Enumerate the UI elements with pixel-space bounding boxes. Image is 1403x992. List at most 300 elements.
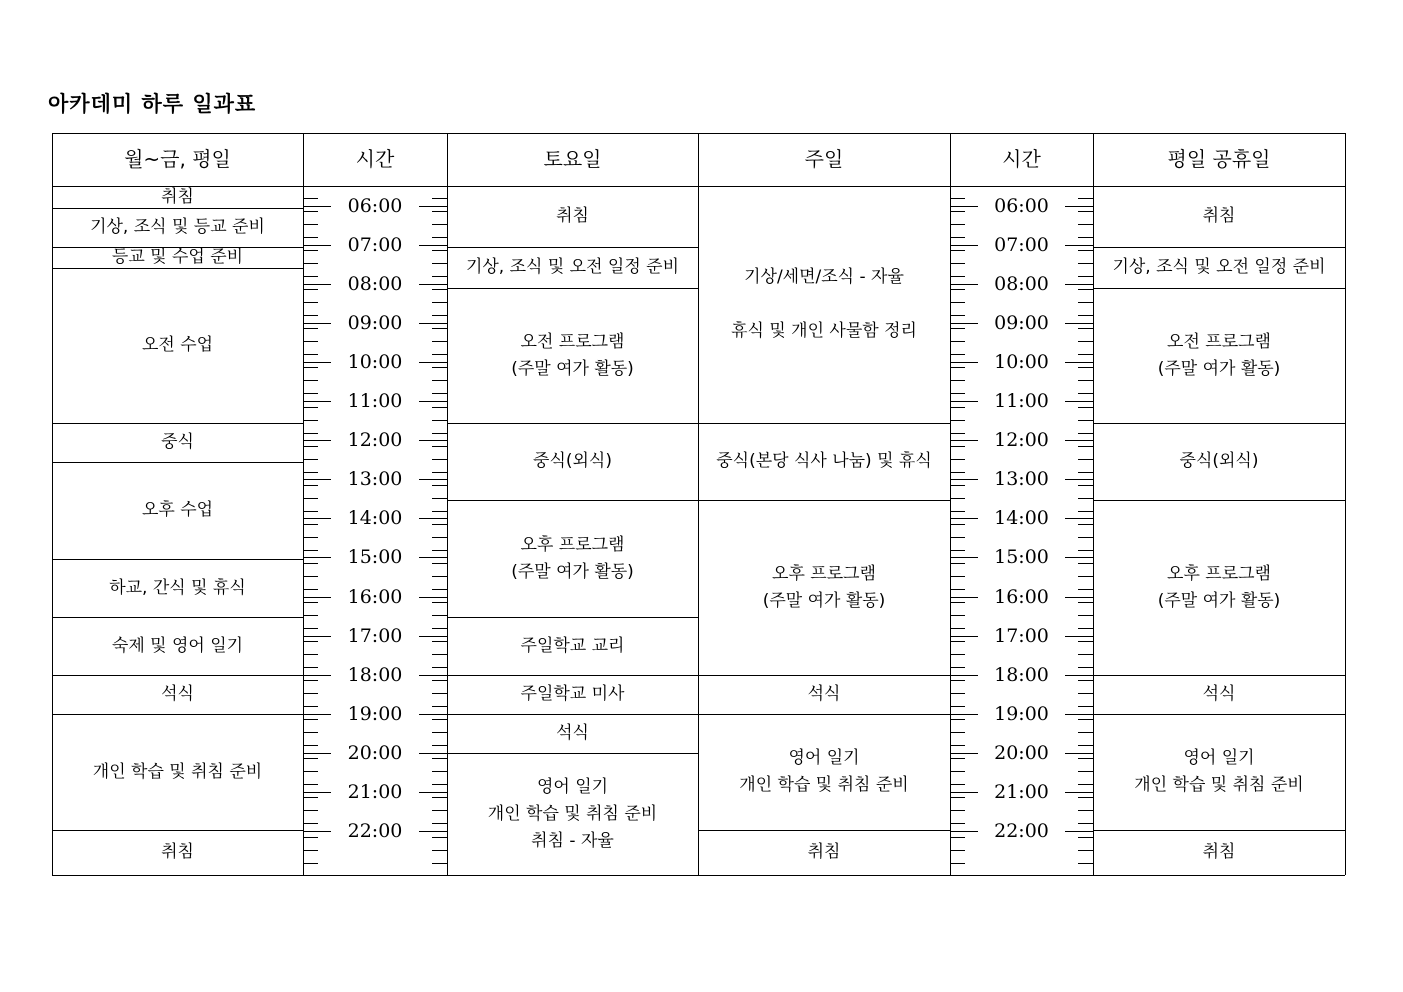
time2-hour-dash <box>950 362 978 363</box>
sunday-activity <box>698 500 950 675</box>
time2-tick-mark <box>1078 850 1093 851</box>
time2-tick-mark <box>1078 250 1093 251</box>
time1-tick-mark <box>432 589 447 590</box>
sunday-activity <box>698 423 950 500</box>
activity-line <box>821 291 826 318</box>
time2-hour-label: 16:00 <box>990 586 1053 608</box>
time1-hour-label: 12:00 <box>344 429 407 451</box>
time1-hour-dash <box>419 753 447 754</box>
time1-tick-mark <box>432 837 447 838</box>
time2-tick-mark <box>950 628 965 629</box>
header-weekday: 월~금, 평일 <box>124 147 231 171</box>
time2-tick-mark <box>1078 237 1093 238</box>
activity-line: 휴식 및 개인 사물함 정리 <box>731 321 917 341</box>
time2-hour-dash <box>1065 362 1093 363</box>
time2-tick-mark <box>1078 224 1093 225</box>
activity-text: 중식(본당 식사 나눔) 및 휴식 <box>716 451 932 471</box>
time2-tick-mark <box>950 615 965 616</box>
time1-tick-mark <box>303 289 318 290</box>
time1-tick-mark <box>303 485 318 486</box>
weekday-activity <box>52 714 303 830</box>
time1-hour-dash <box>419 362 447 363</box>
activity-text: 등교 및 수업 준비 <box>111 247 244 267</box>
time2-hour-dash <box>950 675 978 676</box>
time1-tick-mark <box>432 198 447 199</box>
time1-tick-mark <box>432 328 447 329</box>
time2-tick-mark <box>1078 315 1093 316</box>
time2-hour-dash <box>1065 440 1093 441</box>
time2-hour-label: 10:00 <box>990 351 1053 373</box>
time2-hour-label: 07:00 <box>990 234 1053 256</box>
time1-hour-label: 19:00 <box>344 703 407 725</box>
saturday-activity <box>447 186 698 247</box>
time1-tick-mark <box>432 537 447 538</box>
time2-tick-mark <box>950 576 965 577</box>
time1-tick-mark <box>432 459 447 460</box>
time1-tick-mark <box>303 602 318 603</box>
time2-hour-label: 22:00 <box>990 820 1053 842</box>
time1-tick-mark <box>303 771 318 772</box>
time2-tick-mark <box>1078 367 1093 368</box>
time2-tick-mark <box>950 420 965 421</box>
activity-text: 주일학교 미사 <box>520 684 625 704</box>
time1-tick-mark <box>432 680 447 681</box>
time1-tick-mark <box>432 758 447 759</box>
time1-tick-mark <box>432 719 447 720</box>
time1-tick-mark <box>303 641 318 642</box>
activity-text: 취침 <box>161 842 194 862</box>
time2-tick-mark <box>950 433 965 434</box>
time1-tick-mark <box>303 758 318 759</box>
time2-tick-mark <box>1078 511 1093 512</box>
time1-tick-mark <box>303 263 318 264</box>
time2-tick-mark <box>950 393 965 394</box>
time1-tick-mark <box>432 407 447 408</box>
holiday-activity <box>1093 288 1345 423</box>
weekday-activity <box>52 268 303 423</box>
activity-text: 중식 <box>161 432 194 452</box>
time1-tick-mark <box>303 615 318 616</box>
time2-tick-mark <box>950 289 965 290</box>
time1-hour-label: 14:00 <box>344 507 407 529</box>
time2-tick-mark <box>950 459 965 460</box>
time1-tick-mark <box>432 263 447 264</box>
time2-hour-dash <box>950 245 978 246</box>
time2-tick-mark <box>1078 341 1093 342</box>
time1-tick-mark <box>432 315 447 316</box>
time1-hour-label: 11:00 <box>344 390 407 412</box>
time1-tick-mark <box>303 537 318 538</box>
saturday-activity <box>447 617 698 675</box>
time2-hour-label: 21:00 <box>990 781 1053 803</box>
time1-hour-dash <box>419 636 447 637</box>
time1-tick-mark <box>303 667 318 668</box>
holiday-activity <box>1093 500 1345 675</box>
time1-tick-mark <box>303 354 318 355</box>
time2-hour-dash <box>950 753 978 754</box>
time1-tick-mark <box>303 732 318 733</box>
weekday-activity <box>52 423 303 462</box>
time2-tick-mark <box>1078 433 1093 434</box>
time1-tick-mark <box>432 354 447 355</box>
time1-hour-dash <box>303 206 331 207</box>
activity-text: 숙제 및 영어 일기 <box>111 635 244 656</box>
time1-hour-dash <box>303 245 331 246</box>
time1-tick-mark <box>432 380 447 381</box>
activity-text: 하교, 간식 및 휴식 <box>109 577 246 598</box>
time1-tick-mark <box>432 628 447 629</box>
time2-tick-mark <box>1078 837 1093 838</box>
time2-tick-mark <box>950 732 965 733</box>
time1-tick-mark <box>303 563 318 564</box>
time1-hour-label: 08:00 <box>344 273 407 295</box>
time2-tick-mark <box>950 589 965 590</box>
activity-text: 중식(외식) <box>1179 451 1259 471</box>
saturday-activity <box>447 288 698 423</box>
time2-tick-mark <box>1078 211 1093 212</box>
time2-hour-dash <box>950 597 978 598</box>
time2-tick-mark <box>950 693 965 694</box>
time2-tick-mark <box>1078 302 1093 303</box>
time1-hour-dash <box>419 714 447 715</box>
holiday-activity <box>1093 675 1345 714</box>
time2-hour-dash <box>950 831 978 832</box>
time1-hour-label: 21:00 <box>344 781 407 803</box>
time2-tick-mark <box>950 302 965 303</box>
time1-tick-mark <box>432 498 447 499</box>
time1-hour-dash <box>419 557 447 558</box>
time2-hour-dash <box>950 792 978 793</box>
time1-hour-label: 06:00 <box>344 195 407 217</box>
time1-hour-dash <box>303 440 331 441</box>
time2-tick-mark <box>1078 654 1093 655</box>
time1-tick-mark <box>432 771 447 772</box>
activity-text: 석식 <box>161 684 194 704</box>
time1-tick-mark <box>432 472 447 473</box>
time1-hour-dash <box>419 792 447 793</box>
time2-hour-dash <box>1065 792 1093 793</box>
time1-tick-mark <box>303 328 318 329</box>
time1-tick-mark <box>303 628 318 629</box>
time1-tick-mark <box>303 745 318 746</box>
time2-hour-dash <box>950 714 978 715</box>
page-title: 아카데미 하루 일과표 <box>48 92 257 116</box>
activity-line: (주말 여가 활동) <box>511 358 634 379</box>
time2-tick-mark <box>1078 289 1093 290</box>
saturday-activity <box>447 714 698 753</box>
time2-hour-dash <box>950 401 978 402</box>
time1-tick-mark <box>432 745 447 746</box>
time2-tick-mark <box>1078 758 1093 759</box>
time2-tick-mark <box>950 563 965 564</box>
time2-tick-mark <box>1078 745 1093 746</box>
time1-tick-mark <box>303 472 318 473</box>
time1-hour-label: 09:00 <box>344 312 407 334</box>
time2-tick-mark <box>950 485 965 486</box>
time2-tick-mark <box>1078 472 1093 473</box>
time1-tick-mark <box>432 393 447 394</box>
time1-tick-mark <box>303 237 318 238</box>
time2-tick-mark <box>950 524 965 525</box>
time1-hour-dash <box>303 362 331 363</box>
time2-hour-dash <box>950 557 978 558</box>
time1-tick-mark <box>432 732 447 733</box>
activity-line: 개인 학습 및 취침 준비 <box>739 775 909 795</box>
time1-hour-dash <box>303 597 331 598</box>
time2-hour-dash <box>950 518 978 519</box>
time2-tick-mark <box>950 498 965 499</box>
activity-text: 개인 학습 및 취침 준비 <box>92 761 263 782</box>
header-holiday: 평일 공휴일 <box>1167 147 1271 171</box>
time2-tick-mark <box>950 380 965 381</box>
time1-tick-mark <box>432 706 447 707</box>
time1-hour-dash <box>303 831 331 832</box>
time1-hour-dash <box>419 323 447 324</box>
time2-tick-mark <box>950 641 965 642</box>
column-border <box>1345 133 1346 875</box>
time2-hour-dash <box>1065 597 1093 598</box>
time2-tick-mark <box>950 654 965 655</box>
time1-tick-mark <box>303 784 318 785</box>
activity-line: 오후 프로그램 <box>772 563 876 584</box>
time1-tick-mark <box>303 367 318 368</box>
time2-tick-mark <box>950 771 965 772</box>
activity-line: (주말 여가 활동) <box>1157 358 1281 379</box>
time1-tick-mark <box>303 511 318 512</box>
activity-line: 개인 학습 및 취침 준비 <box>487 803 658 824</box>
time2-tick-mark <box>950 237 965 238</box>
time1-tick-mark <box>303 810 318 811</box>
time2-tick-mark <box>1078 615 1093 616</box>
time1-tick-mark <box>303 393 318 394</box>
time2-tick-mark <box>1078 485 1093 486</box>
time1-tick-mark <box>432 797 447 798</box>
time2-hour-label: 17:00 <box>990 625 1053 647</box>
time1-hour-dash <box>419 597 447 598</box>
time1-tick-mark <box>432 667 447 668</box>
weekday-activity <box>52 462 303 559</box>
activity-line: 오후 프로그램 <box>1167 563 1271 584</box>
time1-tick-mark <box>432 550 447 551</box>
time1-hour-dash <box>303 323 331 324</box>
time2-tick-mark <box>950 850 965 851</box>
time2-hour-dash <box>1065 557 1093 558</box>
time2-tick-mark <box>950 250 965 251</box>
time1-tick-mark <box>303 589 318 590</box>
time1-tick-mark <box>303 706 318 707</box>
time2-tick-mark <box>950 758 965 759</box>
time1-hour-label: 10:00 <box>344 351 407 373</box>
time1-tick-mark <box>432 654 447 655</box>
activity-text: 석식 <box>556 723 589 743</box>
time1-hour-label: 07:00 <box>344 234 407 256</box>
time2-tick-mark <box>950 446 965 447</box>
sunday-activity <box>698 830 950 875</box>
activity-line: 영어 일기 <box>788 748 860 768</box>
time2-tick-mark <box>1078 693 1093 694</box>
time1-hour-dash <box>303 636 331 637</box>
time1-hour-dash <box>303 675 331 676</box>
sunday-activity <box>698 186 950 423</box>
weekday-activity <box>52 186 303 208</box>
time2-tick-mark <box>1078 641 1093 642</box>
time2-tick-mark <box>950 680 965 681</box>
weekday-activity <box>52 208 303 247</box>
activity-text: 오전 수업 <box>141 335 214 355</box>
time2-tick-mark <box>950 745 965 746</box>
time2-tick-mark <box>1078 198 1093 199</box>
time2-hour-dash <box>950 636 978 637</box>
time2-tick-mark <box>950 211 965 212</box>
time2-hour-dash <box>950 479 978 480</box>
time2-tick-mark <box>950 198 965 199</box>
time1-tick-mark <box>303 797 318 798</box>
time2-tick-mark <box>1078 771 1093 772</box>
time1-tick-mark <box>303 837 318 838</box>
activity-line: 오전 프로그램 <box>520 331 625 352</box>
time2-hour-label: 20:00 <box>990 742 1053 764</box>
time2-hour-dash <box>1065 284 1093 285</box>
time1-tick-mark <box>303 302 318 303</box>
activity-line: 취침 - 자율 <box>531 830 614 851</box>
time2-tick-mark <box>950 341 965 342</box>
time1-tick-mark <box>432 341 447 342</box>
time1-tick-mark <box>432 289 447 290</box>
time1-tick-mark <box>432 850 447 851</box>
time2-tick-mark <box>1078 732 1093 733</box>
time2-hour-label: 15:00 <box>990 546 1053 568</box>
weekday-activity <box>52 617 303 675</box>
time2-hour-dash <box>1065 831 1093 832</box>
time2-hour-dash <box>950 284 978 285</box>
time1-hour-dash <box>303 479 331 480</box>
time2-tick-mark <box>1078 823 1093 824</box>
time2-tick-mark <box>1078 602 1093 603</box>
weekday-activity <box>52 830 303 875</box>
activity-line: (주말 여가 활동) <box>762 590 886 611</box>
time2-tick-mark <box>1078 576 1093 577</box>
time1-tick-mark <box>432 615 447 616</box>
time2-tick-mark <box>950 224 965 225</box>
time1-tick-mark <box>432 276 447 277</box>
time1-tick-mark <box>432 420 447 421</box>
time2-tick-mark <box>950 797 965 798</box>
time2-tick-mark <box>950 784 965 785</box>
time1-tick-mark <box>432 367 447 368</box>
time1-tick-mark <box>303 498 318 499</box>
time1-hour-dash <box>419 675 447 676</box>
time2-hour-dash <box>1065 323 1093 324</box>
activity-text: 기상, 조식 및 등교 준비 <box>90 217 265 237</box>
activity-line: 영어 일기 <box>1183 748 1255 768</box>
time2-tick-mark <box>1078 706 1093 707</box>
time2-hour-label: 18:00 <box>990 664 1053 686</box>
time1-tick-mark <box>303 198 318 199</box>
time2-tick-mark <box>1078 407 1093 408</box>
time2-tick-mark <box>1078 446 1093 447</box>
time1-hour-dash <box>303 557 331 558</box>
time2-tick-mark <box>1078 380 1093 381</box>
time1-tick-mark <box>303 459 318 460</box>
time1-tick-mark <box>303 850 318 851</box>
time2-hour-label: 12:00 <box>990 429 1053 451</box>
activity-text: 취침 <box>161 186 194 207</box>
time2-hour-label: 06:00 <box>990 195 1053 217</box>
saturday-activity <box>447 423 698 500</box>
weekday-activity <box>52 675 303 714</box>
header-time2: 시간 <box>1002 147 1041 171</box>
table-bottom-border <box>52 875 1345 876</box>
time2-tick-mark <box>1078 524 1093 525</box>
holiday-activity <box>1093 247 1345 288</box>
time1-tick-mark <box>432 485 447 486</box>
time2-tick-mark <box>1078 784 1093 785</box>
time2-tick-mark <box>950 276 965 277</box>
time2-hour-dash <box>1065 753 1093 754</box>
time2-hour-label: 14:00 <box>990 507 1053 529</box>
activity-text: 취침 <box>1202 206 1236 226</box>
activity-line: 오전 프로그램 <box>1167 331 1271 352</box>
time1-hour-label: 16:00 <box>344 586 407 608</box>
time1-tick-mark <box>432 784 447 785</box>
time2-tick-mark <box>1078 498 1093 499</box>
time1-tick-mark <box>432 602 447 603</box>
time1-tick-mark <box>432 224 447 225</box>
time2-tick-mark <box>1078 328 1093 329</box>
time1-tick-mark <box>432 211 447 212</box>
activity-text: 석식 <box>1202 684 1236 704</box>
activity-text: 취침 <box>1202 842 1236 862</box>
time2-hour-dash <box>950 323 978 324</box>
time1-tick-mark <box>432 250 447 251</box>
time1-hour-dash <box>419 479 447 480</box>
weekday-activity <box>52 247 303 268</box>
time1-hour-label: 22:00 <box>344 820 407 842</box>
time2-tick-mark <box>1078 354 1093 355</box>
time1-tick-mark <box>432 641 447 642</box>
time1-hour-dash <box>303 284 331 285</box>
time1-tick-mark <box>432 524 447 525</box>
time2-tick-mark <box>1078 719 1093 720</box>
time2-hour-dash <box>1065 714 1093 715</box>
time2-tick-mark <box>950 602 965 603</box>
time2-tick-mark <box>1078 393 1093 394</box>
time2-hour-dash <box>1065 401 1093 402</box>
time1-tick-mark <box>432 863 447 864</box>
time2-tick-mark <box>950 706 965 707</box>
time1-tick-mark <box>303 420 318 421</box>
time1-tick-mark <box>303 341 318 342</box>
time1-tick-mark <box>432 823 447 824</box>
time1-hour-label: 20:00 <box>344 742 407 764</box>
time1-tick-mark <box>432 446 447 447</box>
time2-tick-mark <box>950 863 965 864</box>
time1-tick-mark <box>303 250 318 251</box>
time2-tick-mark <box>950 667 965 668</box>
time1-tick-mark <box>303 380 318 381</box>
time2-tick-mark <box>950 537 965 538</box>
time2-tick-mark <box>950 719 965 720</box>
time1-hour-dash <box>303 753 331 754</box>
time1-tick-mark <box>432 693 447 694</box>
time2-tick-mark <box>950 407 965 408</box>
time2-hour-dash <box>1065 206 1093 207</box>
time1-hour-dash <box>303 714 331 715</box>
time2-tick-mark <box>950 367 965 368</box>
activity-line: 기상/세면/조식 - 자율 <box>744 267 904 287</box>
time2-tick-mark <box>1078 797 1093 798</box>
header-sunday: 주일 <box>804 147 844 171</box>
